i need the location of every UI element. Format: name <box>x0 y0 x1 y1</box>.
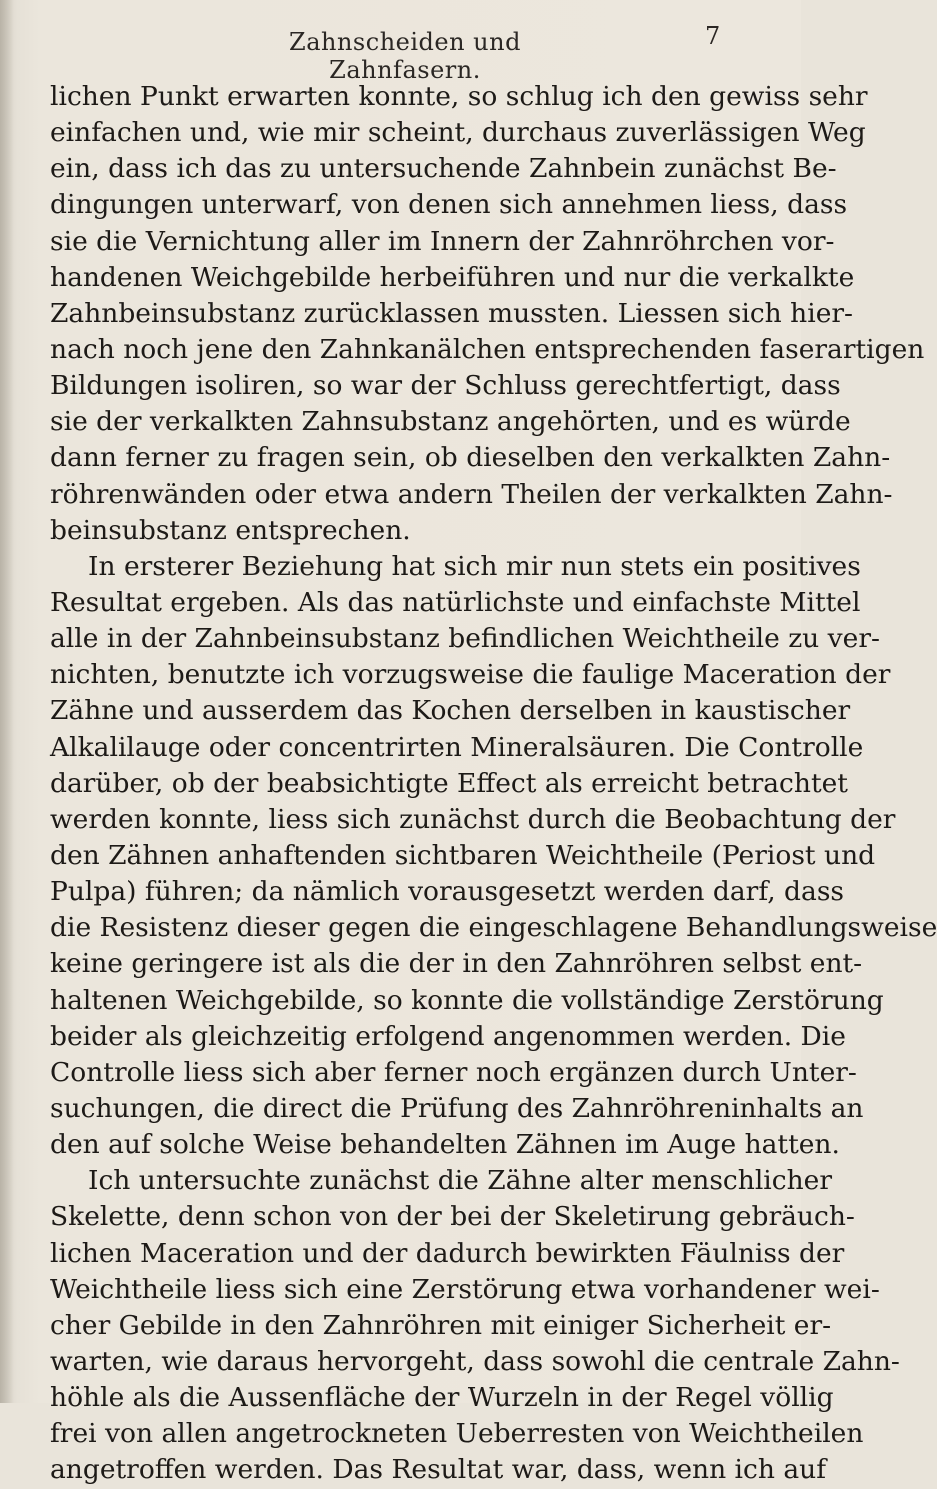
text-line: Zähne und ausserdem das Kochen derselben in kaustischer <box>50 695 851 727</box>
text-line: den auf solche Weise behandelten Zähnen im Auge hatten. <box>50 1129 840 1161</box>
text-line: suchungen, die direct die Prüfung des Zahnröhreninhalts an <box>50 1092 864 1124</box>
text-line: den Zähnen anhaftenden sichtbaren Weichtheile (Periost und <box>50 839 876 871</box>
text-line: Skelette, denn schon von der bei der Skeletirung gebräuch- <box>50 1201 855 1233</box>
text-line: werden konnte, liess sich zunächst durch die Beobachtung der <box>50 803 896 835</box>
text-line: Resultat ergeben. Als das natürlichste und einfachste Mittel <box>50 586 861 618</box>
text-line: nach noch jene den Zahnkanälchen entsprechenden faserartigen <box>50 333 925 365</box>
text-line: warten, wie daraus hervorgeht, dass sowohl die centrale Zahn- <box>50 1345 900 1377</box>
text-line: einfachen und, wie mir scheint, durchaus zuverlässigen Weg <box>50 117 866 149</box>
text-line: Alkalilauge oder concentrirten Mineralsäuren. Die Controlle <box>50 731 864 763</box>
text-line: Controlle liess sich aber ferner noch ergänzen durch Unter- <box>50 1056 857 1088</box>
text-line: dingungen unterwarf, von denen sich annehmen liess, dass <box>50 189 848 221</box>
page-number: 7 <box>705 22 721 50</box>
text-line: Pulpa) führen; da nämlich vorausgesetzt werden darf, dass <box>50 876 845 908</box>
text-line: Zahnbeinsubstanz zurücklassen mussten. Liessen sich hier- <box>50 297 853 329</box>
text-line: dann ferner zu fragen sein, ob dieselben den verkalkten Zahn- <box>50 442 891 474</box>
text-line: beinsubstanz entsprechen. <box>50 514 411 546</box>
text-line: keine geringere ist als die der in den Zahnröhren selbst ent- <box>50 948 863 980</box>
text-line: sie die Vernichtung aller im Innern der Zahnröhrchen vor- <box>50 225 835 257</box>
text-line: In ersterer Beziehung hat sich mir nun stets ein positives <box>88 550 861 582</box>
text-line: angetroffen werden. Das Resultat war, dass, wenn ich auf <box>50 1454 827 1486</box>
text-line: die Resistenz dieser gegen die eingeschlagene Behandlungsweise <box>50 912 937 944</box>
text-line: Bildungen isoliren, so war der Schluss gerechtfertigt, dass <box>50 370 841 402</box>
text-line: handenen Weichgebilde herbeiführen und nur die verkalkte <box>50 261 855 293</box>
text-line: lichen Punkt erwarten konnte, so schlug ich den gewiss sehr <box>50 81 868 112</box>
spine-shadow <box>0 0 14 1403</box>
text-line: röhrenwänden oder etwa andern Theilen der verkalkten Zahn- <box>50 478 893 510</box>
text-line: beider als gleichzeitig erfolgend angenommen werden. Die <box>50 1020 846 1052</box>
text-line: ein, dass ich das zu untersuchende Zahnbein zunächst Be- <box>50 153 837 185</box>
text-line: alle in der Zahnbeinsubstanz befindlichen Weichtheile zu ver- <box>50 623 880 655</box>
text-line: Ich untersuchte zunächst die Zähne alter menschlicher <box>88 1165 833 1197</box>
text-line: Weichtheile liess sich eine Zerstörung etwa vorhandener wei- <box>50 1273 880 1305</box>
text-line: darüber, ob der beabsichtigte Effect als erreicht betrachtet <box>50 767 848 799</box>
text-line: höhle als die Aussenfläche der Wurzeln in der Regel völlig <box>50 1382 834 1414</box>
text-line: sie der verkalkten Zahnsubstanz angehörten, und es würde <box>50 406 851 438</box>
text-line: nichten, benutzte ich vorzugsweise die faulige Maceration der <box>50 659 891 691</box>
running-title: Zahnscheiden und Zahnfasern. <box>289 28 521 84</box>
body-text <box>50 79 937 1488</box>
text-line: frei von allen angetrockneten Ueberresten von Weichtheilen <box>50 1418 864 1450</box>
text-line: cher Gebilde in den Zahnröhren mit einiger Sicherheit er- <box>50 1309 832 1341</box>
text-line: lichen Maceration und der dadurch bewirkten Fäulniss der <box>50 1237 845 1269</box>
text-line: haltenen Weichgebilde, so konnte die vollständige Zerstörung <box>50 984 884 1016</box>
